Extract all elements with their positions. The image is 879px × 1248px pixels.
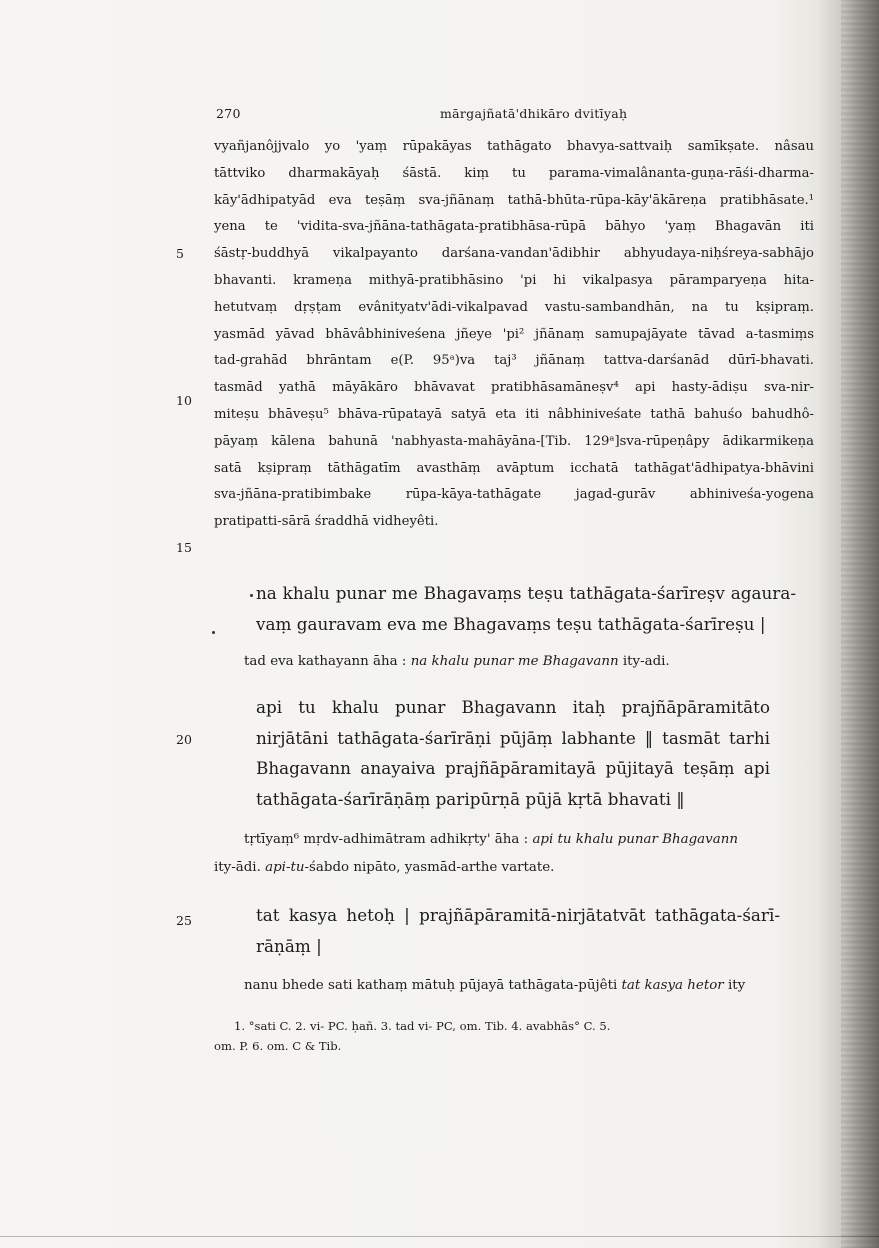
quoted-lemma: api tu khalu punar Bhagavann	[532, 832, 738, 847]
commentary-line	[244, 978, 745, 993]
text-line: pratipatti-sārā śraddhā vidheyêti.	[214, 514, 439, 530]
commentary-paragraph	[214, 134, 814, 536]
print-speck	[250, 594, 253, 597]
text-line: śāstṛ-buddhyā vikalpayanto darśana-vandan'ādibhir abhyudaya-niḥśreya-sabhājo	[214, 246, 814, 262]
running-title: mārgajñatā'dhikāro dvitīyaḥ	[440, 106, 628, 121]
footnote-line: om. P. 6. om. C & Tib.	[214, 1039, 342, 1053]
book-binding-shadow	[841, 0, 879, 1248]
text-line: hetutvaṃ dṛṣṭam evânityatv'ādi-vikalpavad vastu-sambandhān, na tu kṣipraṃ.	[214, 299, 814, 315]
line-number: 15	[176, 540, 192, 555]
verse-line: nirjātāni tathāgata-śarīrāṇi pūjāṃ labhante ‖ tasmāt tarhi	[256, 727, 770, 748]
verse-line: Bhagavann anayaiva prajñāpāramitayā pūjitayā teṣāṃ api	[256, 758, 770, 778]
verse-line: rāṇāṃ |	[256, 935, 322, 956]
verse-line: vaṃ gauravam eva me Bhagavaṃs teṣu tathāgata-śarīreṣu |	[256, 613, 766, 634]
verse-line: tat kasya hetoḥ | prajñāpāramitā-nirjātatvāt tathāgata-śarī-	[256, 905, 780, 925]
verse-line: na khalu punar me Bhagavaṃs teṣu tathāgata-śarīreṣv agaura-	[256, 583, 796, 603]
quoted-lemma: api-tu	[265, 860, 305, 875]
commentary-text: ity	[727, 978, 746, 993]
text-line: sva-jñāna-pratibimbake rūpa-kāya-tathāgate jagad-gurāv abhiniveśa-yogena	[214, 487, 814, 503]
quoted-lemma: na khalu punar me Bhagavann	[410, 654, 619, 669]
scan-edge-rule	[0, 1236, 879, 1237]
text-line: satā kṣipraṃ tāthāgatīm avasthāṃ avāptum icchatā tathāgat'ādhipatya-bhāvini	[214, 460, 814, 476]
verse-line: api tu khalu punar Bhagavann itaḥ prajñāpāramitāto	[256, 697, 770, 717]
commentary-text: tṛtīyaṃ⁶ mṛdv-adhimātram adhikṛty' āha :	[244, 832, 529, 847]
verse-line: tathāgata-śarīrāṇāṃ paripūrṇā pūjā kṛtā bhavati ‖	[256, 788, 685, 809]
commentary-text: -śabdo nipāto, yasmād-arthe vartate.	[304, 860, 555, 875]
print-speck	[212, 631, 215, 634]
text-line: tad-grahād bhrāntam e(P. 95ᵃ)va taj³ jñānaṃ tattva-darśanād dūrī-bhavati.	[214, 353, 814, 369]
line-number: 20	[176, 732, 192, 747]
commentary-line	[244, 832, 738, 847]
text-line: yena te 'vidita-sva-jñāna-tathāgata-pratibhāsa-rūpā bāhyo 'yaṃ Bhagavān iti	[214, 219, 814, 235]
text-line: tasmād yathā māyākāro bhāvavat pratibhāsamāneṣv⁴ api hasty-ādiṣu sva-nir-	[214, 380, 814, 396]
line-number: 25	[176, 913, 192, 928]
text-line: miteṣu bhāveṣu⁵ bhāva-rūpatayā satyā eta iti nâbhiniveśate tathā bahuśo bahudhô-	[214, 406, 814, 422]
commentary-text: ity-adi.	[622, 654, 670, 669]
text-line: kāy'ādhipatyād eva teṣāṃ sva-jñānaṃ tathā-bhūta-rūpa-kāy'ākāreṇa pratibhāsate.¹	[214, 192, 814, 208]
line-number: 10	[176, 393, 192, 408]
text-line: vyañjanôjjvalo yo 'yaṃ rūpakāyas tathāgato bhavya-sattvaiḥ samīkṣate. nâsau	[214, 139, 814, 154]
text-line: bhavanti. krameṇa mithyā-pratibhāsino 'pi hi vikalpasya pāramparyeṇa hita-	[214, 272, 814, 288]
page-number: 270	[216, 106, 241, 121]
verse-block	[256, 578, 796, 639]
text-line: yasmād yāvad bhāvâbhiniveśena jñeye 'pi² jñānaṃ samupajāyate tāvad a-tasmiṃs	[214, 326, 814, 342]
commentary-text: nanu bhede sati kathaṃ mātuḥ pūjayā tathāgata-pūjêti	[244, 978, 618, 993]
text-line: pāyaṃ kālena bahunā 'nabhyasta-mahāyāna-[Tib. 129ᵃ]sva-rūpeṇâpy ādikarmikeṇa	[214, 433, 814, 449]
verse-block	[256, 692, 770, 814]
commentary-line	[214, 860, 554, 875]
commentary-line	[244, 654, 670, 669]
text-line: tāttviko dharmakāyaḥ śāstā. kiṃ tu parama-vimalânanta-guṇa-rāśi-dharma-	[214, 165, 814, 181]
commentary-text: tad eva kathayann āha :	[244, 654, 407, 669]
verse-block	[256, 900, 780, 961]
footnote-line: 1. °sati C. 2. vi- PC. ḥañ. 3. tad vi- PC, om. Tib. 4. avabhās° C. 5.	[234, 1019, 611, 1033]
quoted-lemma: tat kasya hetor	[621, 978, 724, 993]
line-number: 5	[176, 246, 184, 261]
commentary-text: ity-ādi.	[214, 860, 261, 875]
page-header	[0, 106, 879, 126]
